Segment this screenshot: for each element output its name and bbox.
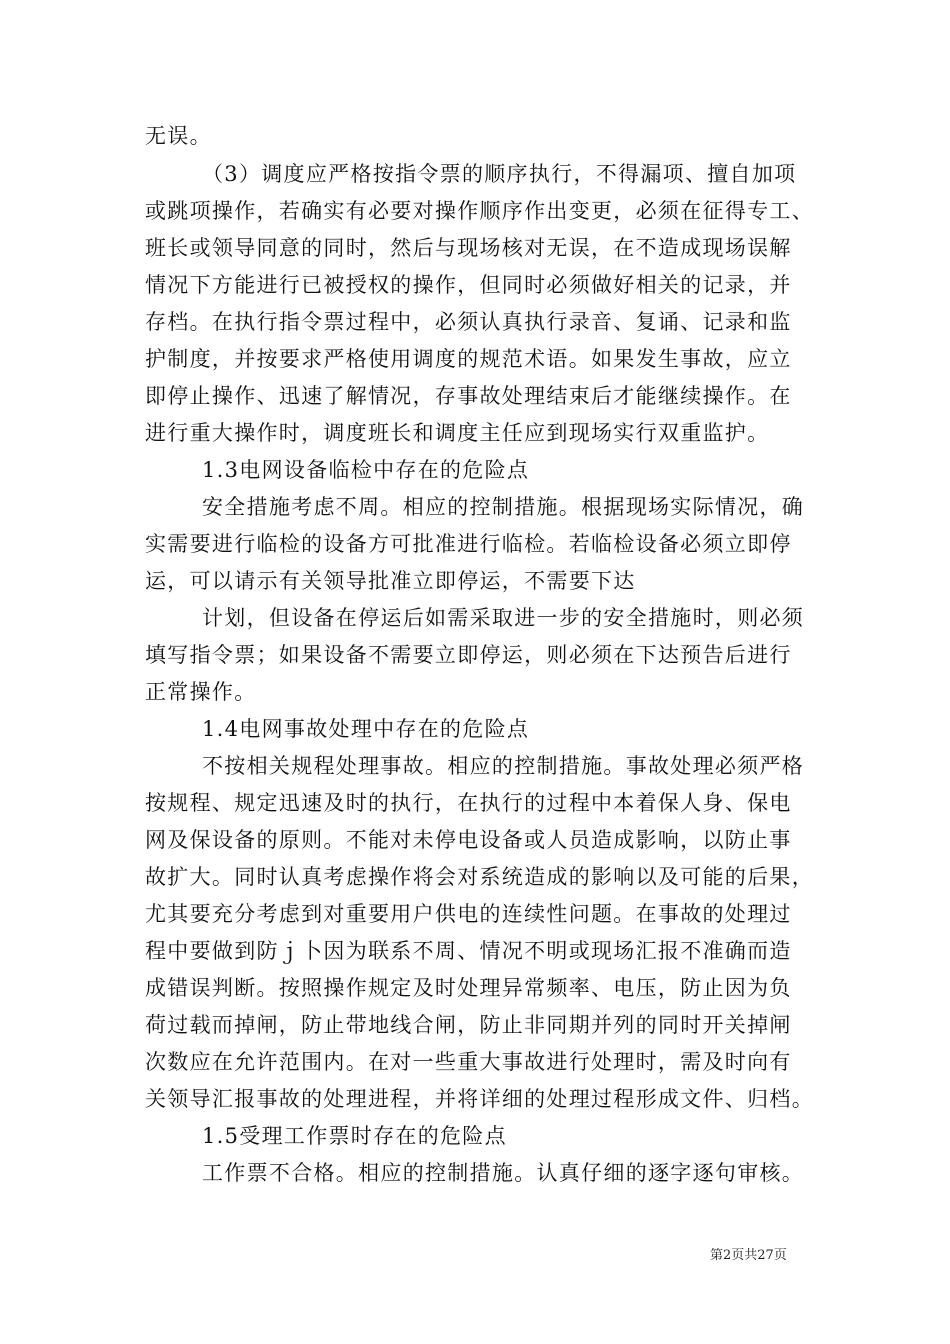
text-line: 次数应在允许范围内。在对一些重大事故进行处理时，需及时向有 (145, 1050, 792, 1074)
section-heading: 1.4电网事故处理中存在的危险点 (202, 717, 530, 741)
text-line: 按规程、规定迅速及时的执行，在执行的过程中本着保人身、保电 (145, 791, 792, 815)
text-line: 故扩大。同时认真考虑操作将会对系统造成的影响以及可能的后果， (145, 865, 814, 889)
text-line: 进行重大操作时，调度班长和调度主任应到现场实行双重监护。 (145, 421, 770, 445)
text-line: 程中要做到防ｊ卜因为联系不周、情况不明或现场汇报不准确而造 (145, 939, 792, 963)
text-line: 工作票不合格。相应的控制措施。认真仔细的逐字逐句审核。 (202, 1161, 805, 1185)
text-line: 安全措施考虑不周。相应的控制措施。根据现场实际情况，确 (202, 495, 805, 519)
section-heading: 1.5受理工作票时存在的危险点 (202, 1124, 507, 1148)
text-line: 荷过载而掉闸，防止带地线合闸，防止非同期并列的同时开关掉闸 (145, 1013, 792, 1037)
text-line: 情况下方能进行已被授权的操作，但同时必须做好相关的记录，并 (145, 273, 792, 297)
text-line: 即停止操作、迅速了解情况，存事故处理结束后才能继续操作。在 (145, 384, 792, 408)
text-line: 班长或领导同意的同时，然后与现场核对无误，在不造成现场误解 (145, 236, 792, 260)
text-line: 不按相关规程处理事故。相应的控制措施。事故处理必须严格 (202, 754, 805, 778)
text-line: 实需要进行临检的设备方可批准进行临检。若临检设备必须立即停 (145, 532, 792, 556)
text-line: 填写指令票；如果设备不需要立即停运，则必须在下达预告后进行 (145, 643, 792, 667)
section-heading: 1.3电网设备临检中存在的危险点 (202, 458, 530, 482)
text-line: 成错误判断。按照操作规定及时处理异常频率、电压，防止因为负 (145, 976, 792, 1000)
text-line: 网及保设备的原则。不能对未停电设备或人员造成影响，以防止事 (145, 828, 792, 852)
text-line: （3）调度应严格按指令票的顺序执行，不得漏项、擅自加项 (202, 162, 797, 186)
text-line: 存档。在执行指令票过程中，必须认真执行录音、复诵、记录和监 (145, 310, 792, 334)
text-line: 护制度，并按要求严格使用调度的规范术语。如果发生事故，应立 (145, 347, 792, 371)
text-line: 关领导汇报事故的处理进程，并将详细的处理过程形成文件、归档。 (145, 1087, 814, 1111)
page-number: 第2页共27页 (710, 1248, 787, 1263)
text-line: 正常操作。 (145, 680, 257, 704)
text-line: 计划，但设备在停运后如需采取进一步的安全措施时，则必须 (202, 606, 805, 630)
text-line: 尤其要充分考虑到对重要用户供电的连续性问题。在事故的处理过 (145, 902, 792, 926)
text-line: 运，可以请示有关领导批准立即停运，不需要下达 (145, 569, 636, 593)
text-line: 无误。 (145, 124, 212, 148)
text-line: 或跳项操作，若确实有必要对操作顺序作出变更，必须在征得专工、 (145, 199, 814, 223)
